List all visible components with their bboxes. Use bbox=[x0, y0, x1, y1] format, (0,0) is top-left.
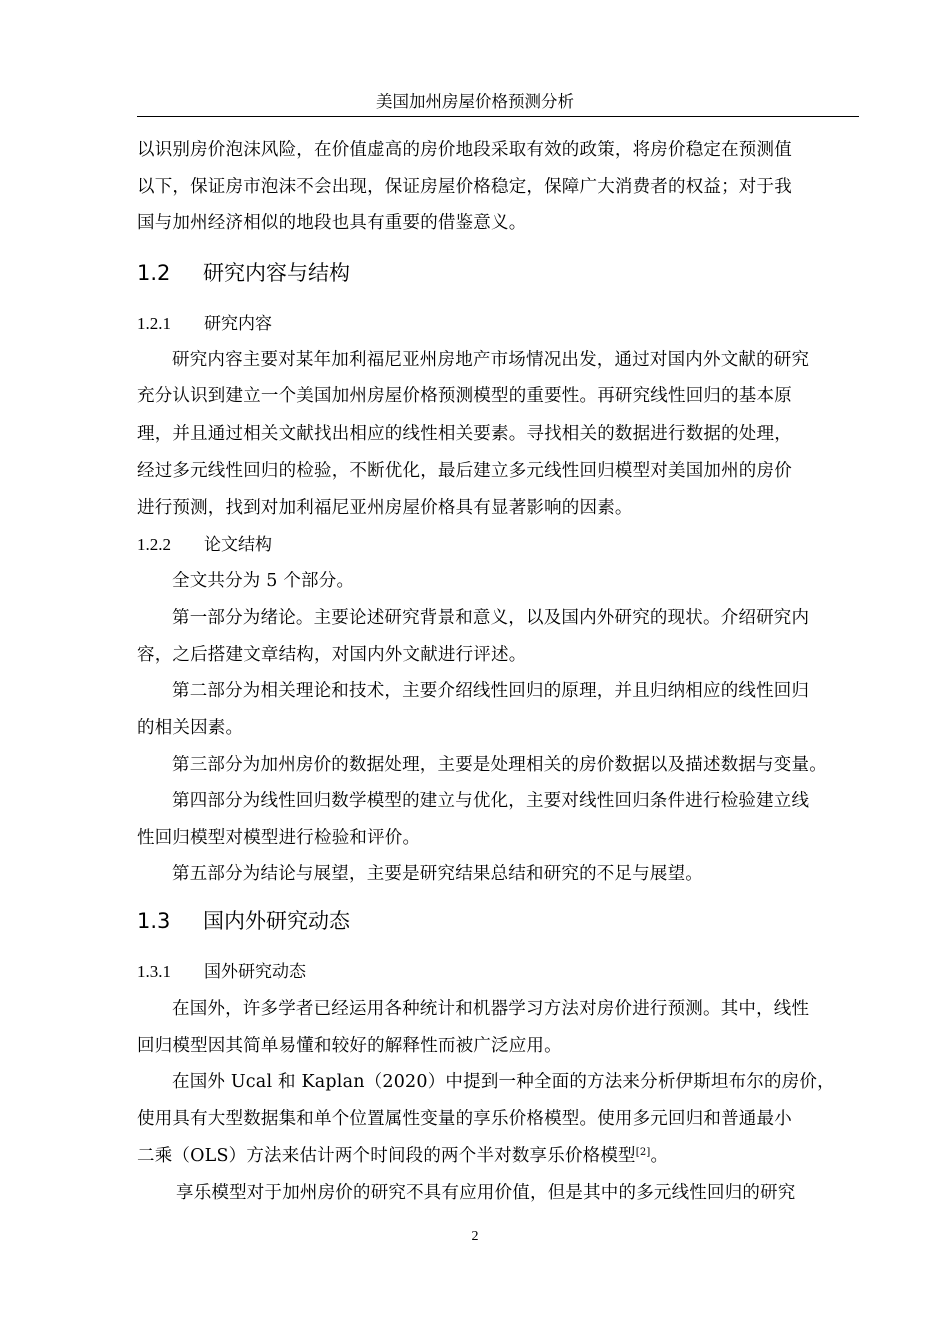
body-line: 国与加州经济相似的地段也具有重要的借鉴意义。 bbox=[137, 213, 527, 233]
section-heading-1-2 bbox=[137, 259, 350, 287]
body-line: 第五部分为结论与展望，主要是研究结果总结和研究的不足与展望。 bbox=[172, 864, 703, 884]
body-line: 第四部分为线性回归数学模型的建立与优化，主要对线性回归条件进行检验建立线 bbox=[172, 791, 810, 811]
subsection-title: 国外研究动态 bbox=[204, 962, 306, 982]
section-number: 1.3 bbox=[137, 909, 171, 933]
body-line: 第三部分为加州房价的数据处理，主要是处理相关的房价数据以及描述数据与变量。 bbox=[172, 755, 827, 775]
body-line: 研究内容主要对某年加利福尼亚州房地产市场情况出发，通过对国内外文献的研究 bbox=[172, 350, 810, 370]
body-line: 以识别房价泡沫风险，在价值虚高的房价地段采取有效的政策，将房价稳定在预测值 bbox=[137, 140, 792, 160]
body-line: 性回归模型对模型进行检验和评价。 bbox=[137, 828, 421, 848]
subsection-heading-1-3-1 bbox=[137, 960, 306, 984]
body-text: 二乘（OLS）方法来估计两个时间段的两个半对数享乐价格模型 bbox=[137, 1146, 636, 1166]
subsection-heading-1-2-1 bbox=[137, 312, 272, 336]
subsection-title: 研究内容 bbox=[204, 314, 272, 334]
page-number: 2 bbox=[471, 1229, 479, 1244]
running-header-title: 美国加州房屋价格预测分析 bbox=[376, 92, 574, 111]
subsection-number: 1.2.2 bbox=[137, 535, 171, 554]
subsection-number: 1.2.1 bbox=[137, 314, 171, 333]
header-rule bbox=[137, 116, 859, 117]
body-line: 理，并且通过相关文献找出相应的线性相关要素。寻找相关的数据进行数据的处理， bbox=[137, 424, 792, 444]
subsection-title: 论文结构 bbox=[204, 535, 272, 555]
section-title: 研究内容与结构 bbox=[203, 261, 350, 285]
section-number: 1.2 bbox=[137, 261, 171, 285]
body-line: 进行预测，找到对加利福尼亚州房屋价格具有显著影响的因素。 bbox=[137, 498, 633, 518]
body-line: 回归模型因其简单易懂和较好的解释性而被广泛应用。 bbox=[137, 1036, 562, 1056]
body-line: 以下，保证房市泡沫不会出现，保证房屋价格稳定，保障广大消费者的权益；对于我 bbox=[137, 177, 792, 197]
body-line: 在国外，许多学者已经运用各种统计和机器学习方法对房价进行预测。其中，线性 bbox=[172, 999, 810, 1019]
body-line: 容，之后搭建文章结构，对国内外文献进行评述。 bbox=[137, 645, 527, 665]
body-line: 的相关因素。 bbox=[137, 718, 244, 738]
body-text-tail: 。 bbox=[650, 1146, 669, 1166]
citation-reference: [2] bbox=[635, 1147, 651, 1158]
body-line: 充分认识到建立一个美国加州房屋价格预测模型的重要性。再研究线性回归的基本原 bbox=[137, 386, 792, 406]
section-title: 国内外研究动态 bbox=[203, 909, 350, 933]
body-line-with-citation bbox=[137, 1144, 668, 1168]
subsection-heading-1-2-2 bbox=[137, 533, 272, 557]
body-line: 经过多元线性回归的检验，不断优化，最后建立多元线性回归模型对美国加州的房价 bbox=[137, 461, 792, 481]
body-line: 使用具有大型数据集和单个位置属性变量的享乐价格模型。使用多元回归和普通最小 bbox=[137, 1109, 792, 1129]
body-line: 享乐模型对于加州房价的研究不具有应用价值，但是其中的多元线性回归的研究 bbox=[176, 1183, 796, 1203]
body-line: 第一部分为绪论。主要论述研究背景和意义，以及国内外研究的现状。介绍研究内 bbox=[172, 608, 810, 628]
subsection-number: 1.3.1 bbox=[137, 962, 171, 981]
body-line: 第二部分为相关理论和技术，主要介绍线性回归的原理，并且归纳相应的线性回归 bbox=[172, 681, 810, 701]
section-heading-1-3 bbox=[137, 907, 350, 935]
body-line: 全文共分为 5 个部分。 bbox=[172, 571, 355, 591]
body-line: 在国外 Ucal 和 Kaplan（2020）中提到一种全面的方法来分析伊斯坦布尔的房价， bbox=[172, 1072, 835, 1092]
